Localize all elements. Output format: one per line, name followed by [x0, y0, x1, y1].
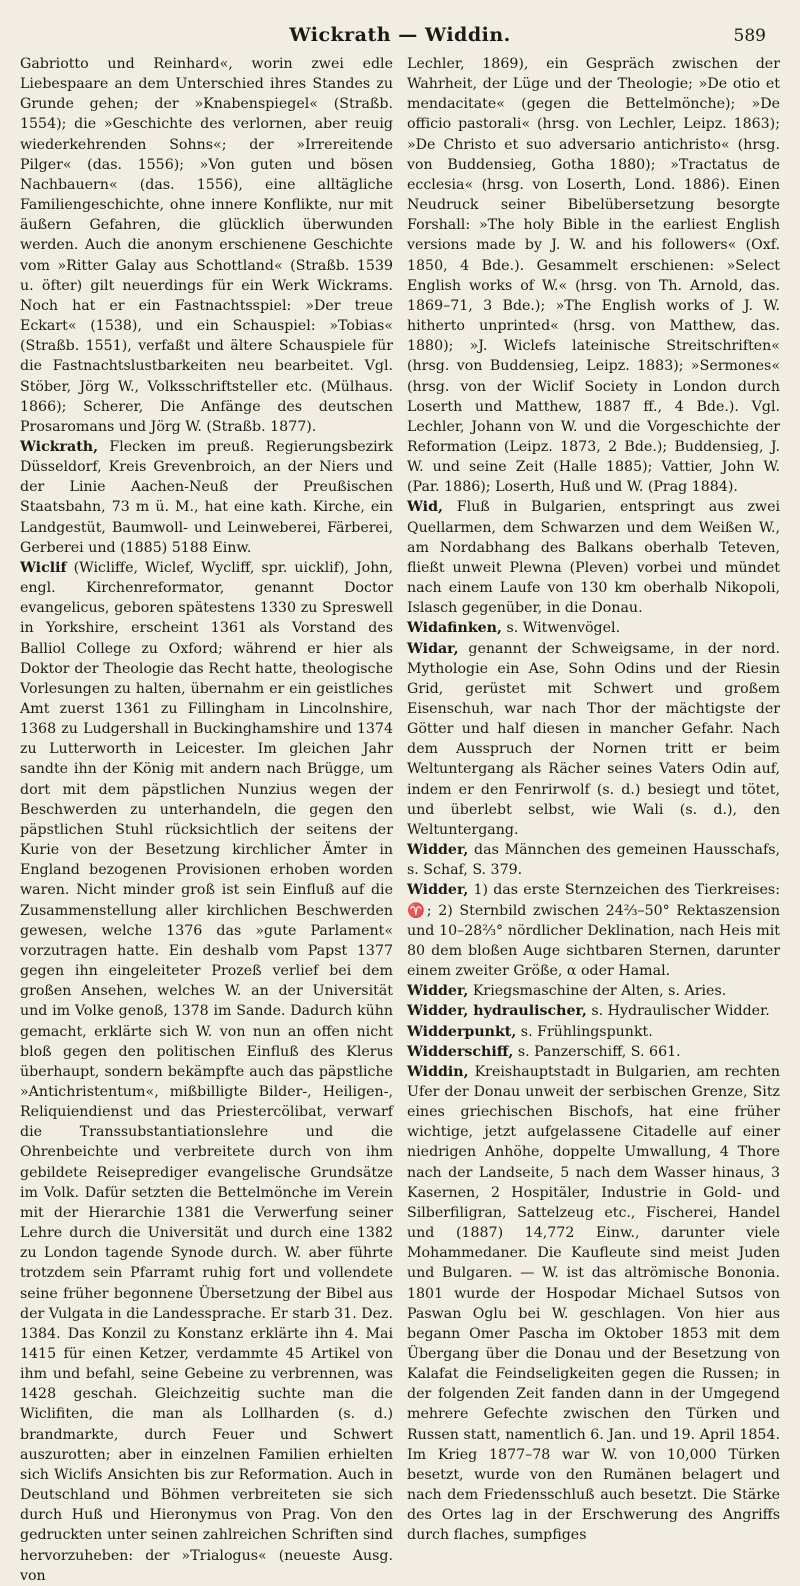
entry-text: Fluß in Bulgarien, entspringt aus zwei Quellarmen, dem Schwarzen und dem Weißen W., am Nordabhang des Balkans oberhalb Teteven, fließt unweit Plewna (Pleven) vorbei und mündet nach einem Laufe von 130 km oberhalb Nikopoli, Islasch gegenüber, in die Donau.	[407, 499, 780, 617]
dictionary-entry	[20, 437, 393, 558]
entry-headword: Wiclif	[20, 559, 67, 576]
entry-text: Flecken im preuß. Regierungsbezirk Düsseldorf, Kreis Grevenbroich, an der Niers und der Linie Aachen-Neuß der Preußischen Staatsbahn, 73 m ü. M., hat eine kath. Kirche, ein Landgestüt, Baumwoll- und Leinweberei, Färberei, Gerberei und (1885) 5188 Einw.	[20, 438, 393, 556]
dictionary-entry	[20, 558, 393, 1586]
entry-headword: Widder,	[407, 882, 469, 899]
entry-headword: Widder,	[407, 983, 469, 1000]
dictionary-entry	[407, 639, 780, 841]
dictionary-entry	[407, 840, 780, 880]
entry-text: s. Witwenvögel.	[501, 620, 621, 637]
entry-text: (Wicliffe, Wiclef, Wycliff, spr. uicklif), John, engl. Kirchenreformator, genannt Doctor evangelicus, geboren spätestens 1330 zu Spreswell in Yorkshire, erscheint 1361 als Vorstand des Balliol College zu Oxford; während er hier als Doktor der Theologie das Recht hatte, theologische Vorlesungen zu halten, übernahm er ein geistliches Amt zuerst 1361 zu Fillingham in Lincolnshire, 1368 zu Ludgershall in Buckinghamshire und 1374 zu Lutterworth in Leicester. Im gleichen Jahr sandte ihn der König mit andern nach Brügge, um dort mit dem päpstlichen Nunzius wegen der Beschwerden zu unterhandeln, die gegen den päpstlichen Stuhl rücksichtlich der seitens der Kurie von der Besetzung kirchlicher Ämter in England bezogenen Provisionen erhoben worden waren. Nicht minder groß ist sein Einfluß auf die Zusammenstellung aller kirchlichen Beschwerden gewesen, welche 1376 das »gute Parlament« vorzutragen hatte. Ein deshalb vom Papst 1377 gegen ihn eingeleiteter Prozeß verlief bei dem großen Ansehen, welches W. an der Universität und im Volke genoß, 1378 im Sande. Dadurch kühn gemacht, erklärte sich W. von nun an offen nicht bloß gegen den politischen Einfluß des Klerus überhaupt, sondern bekämpfte auch das päpstliche »Antichristentum«, mißbilligte Bilder-, Heiligen-, Reliquiendienst und das Priestercölibat, verwarf die Transsubstantiationslehre und die Ohrenbeichte und verbreitete durch von ihm gebildete Reiseprediger evangelische Grundsätze im Volk. Dafür setzten die Bettelmönche im Verein mit der Hierarchie 1381 die Verwerfung seiner Lehre durch die Universität und durch eine 1382 zu London tagende Synode durch. W. aber führte trotzdem sein Pfarramt ruhig fort und vollendete seine früher begonnene Übersetzung der Bibel aus der Vulgata in die Landessprache. Er starb 31. Dez. 1384. Das Konzil zu Konstanz erklärte ihn 4. Mai 1415 für einen Ketzer, verdammte 45 Artikel von ihm und befahl, seine Gebeine zu verbrennen, was 1428 geschah. Gleichzeitig suchte man die Wiclifiten, die man als Lollharden (s. d.) brandmarkte, durch Feuer und Schwert auszurotten; aber in einzelnen Familien erhielten sich Wiclifs Ansichten bis zur Reformation. Auch in Deutschland und Böhmen verbreiteten sie sich durch Huß und Hieronymus von Prag. Von den gedruckten unter seinen zahlreichen Schriften sind hervorzuheben: der »Trialogus« (neueste Ausg. von	[20, 559, 393, 1584]
entry-text: Gabriotto und Reinhard«, worin zwei edle Liebespaare an dem Unterschied ihres Standes zu Grunde gehen; der »Knabenspiegel« (Straßb. 1554); die »Geschichte des verlornen, aber reuig wiederkehrenden Sohns«; der »Irrereitende Pilger« (das. 1556); »Von guten und bösen Nachbauern« (das. 1556), eine alltägliche Familiengeschichte, ohne innere Konflikte, nur mit äußern Gefahren, die glücklich überwunden werden. Auch die anonym erschienene Geschichte vom »Ritter Galay aus Schottland« (Straßb. 1539 u. öfter) gilt neuerdings für ein Werk Wickrams. Noch hat er ein Fastnachtsspiel: »Der treue Eckart« (1538), und ein Schauspiel: »Tobias« (Straßb. 1551), verfaßt und ältere Schauspiele für die Fastnachtslustbarkeiten neu bearbeitet. Vgl. Stöber, Jörg W., Volksschriftsteller etc. (Mülhaus. 1866); Scherer, Die Anfänge des deutschen Prosaromans und Jörg W. (Straßb. 1877).	[20, 56, 393, 435]
entry-text: 1) das erste Sternzeichen des Tierkreises: ♈; 2) Sternbild zwischen 24⅔–50° Rektaszension und 10–28⅔° nördlicher Deklination, nach Heis mit 80 dem bloßen Auge sichtbaren Sternen, darunter einem zweiter Größe, α oder Hamal.	[407, 882, 780, 980]
dictionary-entry	[407, 1062, 780, 1546]
page-header	[20, 10, 780, 54]
entry-text: Kriegsmaschine der Alten, s. Aries.	[468, 983, 727, 1000]
entry-text: das Männchen des gemeinen Hausschafs, s. Schaf, S. 379.	[407, 842, 780, 879]
entry-text: s. Panzerschiff, S. 661.	[513, 1043, 681, 1060]
dictionary-entry	[407, 1022, 780, 1042]
entry-headword: Widderpunkt,	[407, 1023, 517, 1040]
entry-text: Lechler, 1869), ein Gespräch zwischen der Wahrheit, der Lüge und der Theologie; »De otio et mendacitate« (gegen die Bettelmönche); »De officio pastorali« (hrsg. von Lechler, Leipz. 1863); »De Christo et suo adversario antichristo« (hrsg. von Buddensieg, Gotha 1880); »Tractatus de ecclesia« (hrsg. von Loserth, Lond. 1886). Einen Neudruck seiner Bibelübersetzung besorgte Forshall: »The holy Bible in the earliest English versions made by J. W. and his followers« (Oxf. 1850, 4 Bde.). Gesammelt erschienen: »Select English works of W.« (hrsg. von Th. Arnold, das. 1869–71, 3 Bde.); »The English works of J. W. hitherto unprinted« (hrsg. von Matthew, das. 1880); »J. Wiclefs lateinische Streitschriften« (hrsg. von Buddensieg, Leipz. 1883); »Sermones« (hrsg. von der Wiclif Society in London durch Loserth und Matthew, 1887 ff., 4 Bde.). Vgl. Lechler, Johann von W. und die Vorgeschichte der Reformation (Leipz. 1873, 2 Bde.); Buddensieg, J. W. und seine Zeit (Halle 1885); Vattier, John W. (Par. 1886); Loserth, Huß und W. (Prag 1884).	[407, 56, 780, 496]
dictionary-entry	[407, 880, 780, 981]
entry-headword: Widar,	[407, 640, 459, 657]
entry-text: Kreishauptstadt in Bulgarien, am rechten Ufer der Donau unweit der serbischen Grenze, Sitz eines griechischen Bischofs, hat eine früher wichtige, jetzt aufgelassene Citadelle auf einer niedrigen Anhöhe, doppelte Umwallung, 4 Thore nach der Landseite, 5 nach dem Wasser hinaus, 3 Kasernen, 2 Hospitäler, Industrie in Gold- und Silberfiligran, Sattelzeug etc., Fischerei, Handel und (1887) 14,772 Einw., darunter viele Mohammedaner. Die Kaufleute sind meist Juden und Bulgaren. — W. ist das altrömische Bononia. 1801 wurde der Hospodar Michael Sutsos von Paswan Oglu bei W. geschlagen. Von hier aus begann Omer Pascha im Oktober 1853 mit dem Übergang über die Donau und der Besetzung von Kalafat die Feindseligkeiten gegen die Russen; in der folgenden Zeit fanden dann in der Umgegend mehrere Gefechte zwischen den Türken und Russen statt, namentlich 6. Jan. und 19. April 1854. Im Krieg 1877–78 war W. von 10,000 Türken besetzt, wurde von den Rumänen belagert und nach dem Friedensschluß auch besetzt. Die Stärke des Ortes lag in der Erschwerung des Angriffs durch flaches, sumpfiges	[407, 1063, 780, 1544]
right-column	[407, 54, 780, 1544]
text-columns	[20, 54, 780, 1584]
dictionary-entry	[407, 497, 780, 618]
entry-headword: Wickrath,	[20, 438, 99, 455]
dictionary-entry	[407, 1042, 780, 1062]
dictionary-entry	[407, 54, 780, 497]
entry-headword: Widdin,	[407, 1063, 469, 1080]
entry-headword: Widderschiff,	[407, 1043, 514, 1060]
entry-headword: Widafinken,	[407, 620, 502, 637]
entry-text: s. Frühlingspunkt.	[516, 1023, 653, 1040]
dictionary-entry	[407, 1001, 780, 1021]
dictionary-entry	[407, 618, 780, 638]
page-number: 589	[733, 26, 766, 46]
entry-text: genannt der Schweigsame, in der nord. Mythologie ein Ase, Sohn Odins und der Riesin Grid, gerüstet mit Schwert und großem Eisenschuh, war nach Thor der mächtigste der Götter und half diesen in mancher Gefahr. Nach dem Ausspruch der Nornen tritt er beim Weltuntergang als Rächer seines Vaters Odin auf, indem er den Fenrirwolf (s. d.) besiegt und tötet, und überlebt selbst, wie Wali (s. d.), den Weltuntergang.	[407, 640, 780, 838]
entry-text: s. Hydraulischer Widder.	[586, 1003, 770, 1020]
entry-headword: Widder, hydraulischer,	[407, 1003, 587, 1020]
dictionary-entry	[407, 981, 780, 1001]
entry-headword: Widder,	[407, 842, 469, 859]
entry-headword: Wid,	[407, 499, 443, 516]
left-column	[20, 54, 393, 1584]
running-head: Wickrath — Widdin.	[289, 24, 511, 46]
dictionary-entry	[20, 54, 393, 437]
